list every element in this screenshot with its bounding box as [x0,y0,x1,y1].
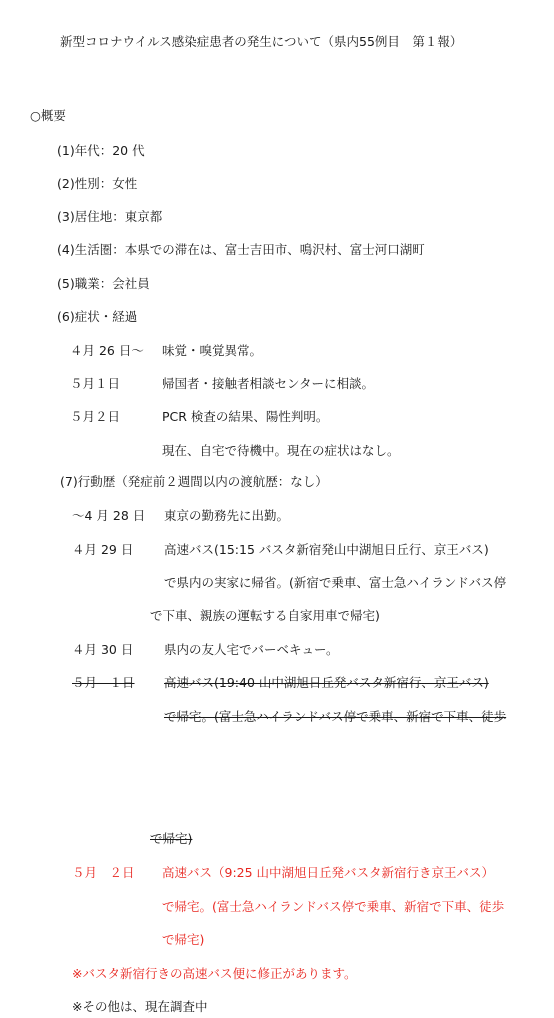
history-date-struck: ５月 １日 [72,675,135,690]
other-note: ※その他は、現在調査中 [72,999,208,1014]
history-text: で県内の実家に帰省。(新宿で乗車、富士急ハイランドバス停 [164,575,507,590]
history-text: 県内の友人宅でバーベキュー。 [164,642,339,657]
symptom-text: 味覚・嗅覚異常。 [162,343,263,358]
history-text-corrected: で帰宅) [162,932,205,947]
symptom-text: 帰国者・接触者相談センターに相談。 [162,376,375,391]
item-sex: (2)性別：女性 [57,176,138,191]
history-date: ４月 30 日 [72,642,134,657]
symptom-text: PCR 検査の結果、陽性判明。 [162,409,329,424]
overview-heading: ○概要 [30,108,66,123]
history-text-corrected: 高速バス（9:25 山中湖旭日丘発バスタ新宿行き京王バス） [162,865,495,880]
history-text: で下車、親族の運転する自家用車で帰宅) [150,608,380,623]
history-text-struck: で帰宅) [150,831,193,846]
item-symptoms-heading: (6)症状・経過 [57,309,138,324]
history-text-corrected: で帰宅。(富士急ハイランドバス停で乗車、新宿で下車、徒歩 [162,899,505,914]
symptom-text: 現在、自宅で待機中。現在の症状はなし。 [162,443,400,458]
history-text: 高速バス(15:15 バスタ新宿発山中湖旭日丘行、京王バス) [164,542,489,557]
symptom-date: ４月 26 日～ [70,343,144,358]
history-date: ４月 29 日 [72,542,134,557]
item-residence: (3)居住地：東京都 [57,209,163,224]
history-date: ～4 月 28 日 [72,508,146,523]
history-text-struck: で帰宅。(富士急ハイランドバス停で乗車、新宿で下車、徒歩 [164,709,507,724]
history-date-corrected: ５月 ２日 [72,865,135,880]
history-heading: (7)行動歴（発症前２週間以内の渡航歴：なし） [60,474,328,489]
symptom-date: ５月１日 [70,376,121,391]
item-age: (1)年代：20 代 [57,143,145,158]
history-text: 東京の勤務先に出勤。 [164,508,290,523]
item-occupation: (5)職業：会社員 [57,276,150,291]
item-living-area: (4)生活圏：本県での滞在は、富士吉田市、鳴沢村、富士河口湖町 [57,242,425,257]
correction-note: ※バスタ新宿行きの高速バス便に修正があります。 [72,966,357,981]
symptom-date: ５月２日 [70,409,121,424]
history-text-struck: 高速バス(19:40 山中湖旭日丘発バスタ新宿行、京王バス) [164,675,489,690]
document-title: 新型コロナウイルス感染症患者の発生について（県内55例目 第１報） [60,34,463,49]
